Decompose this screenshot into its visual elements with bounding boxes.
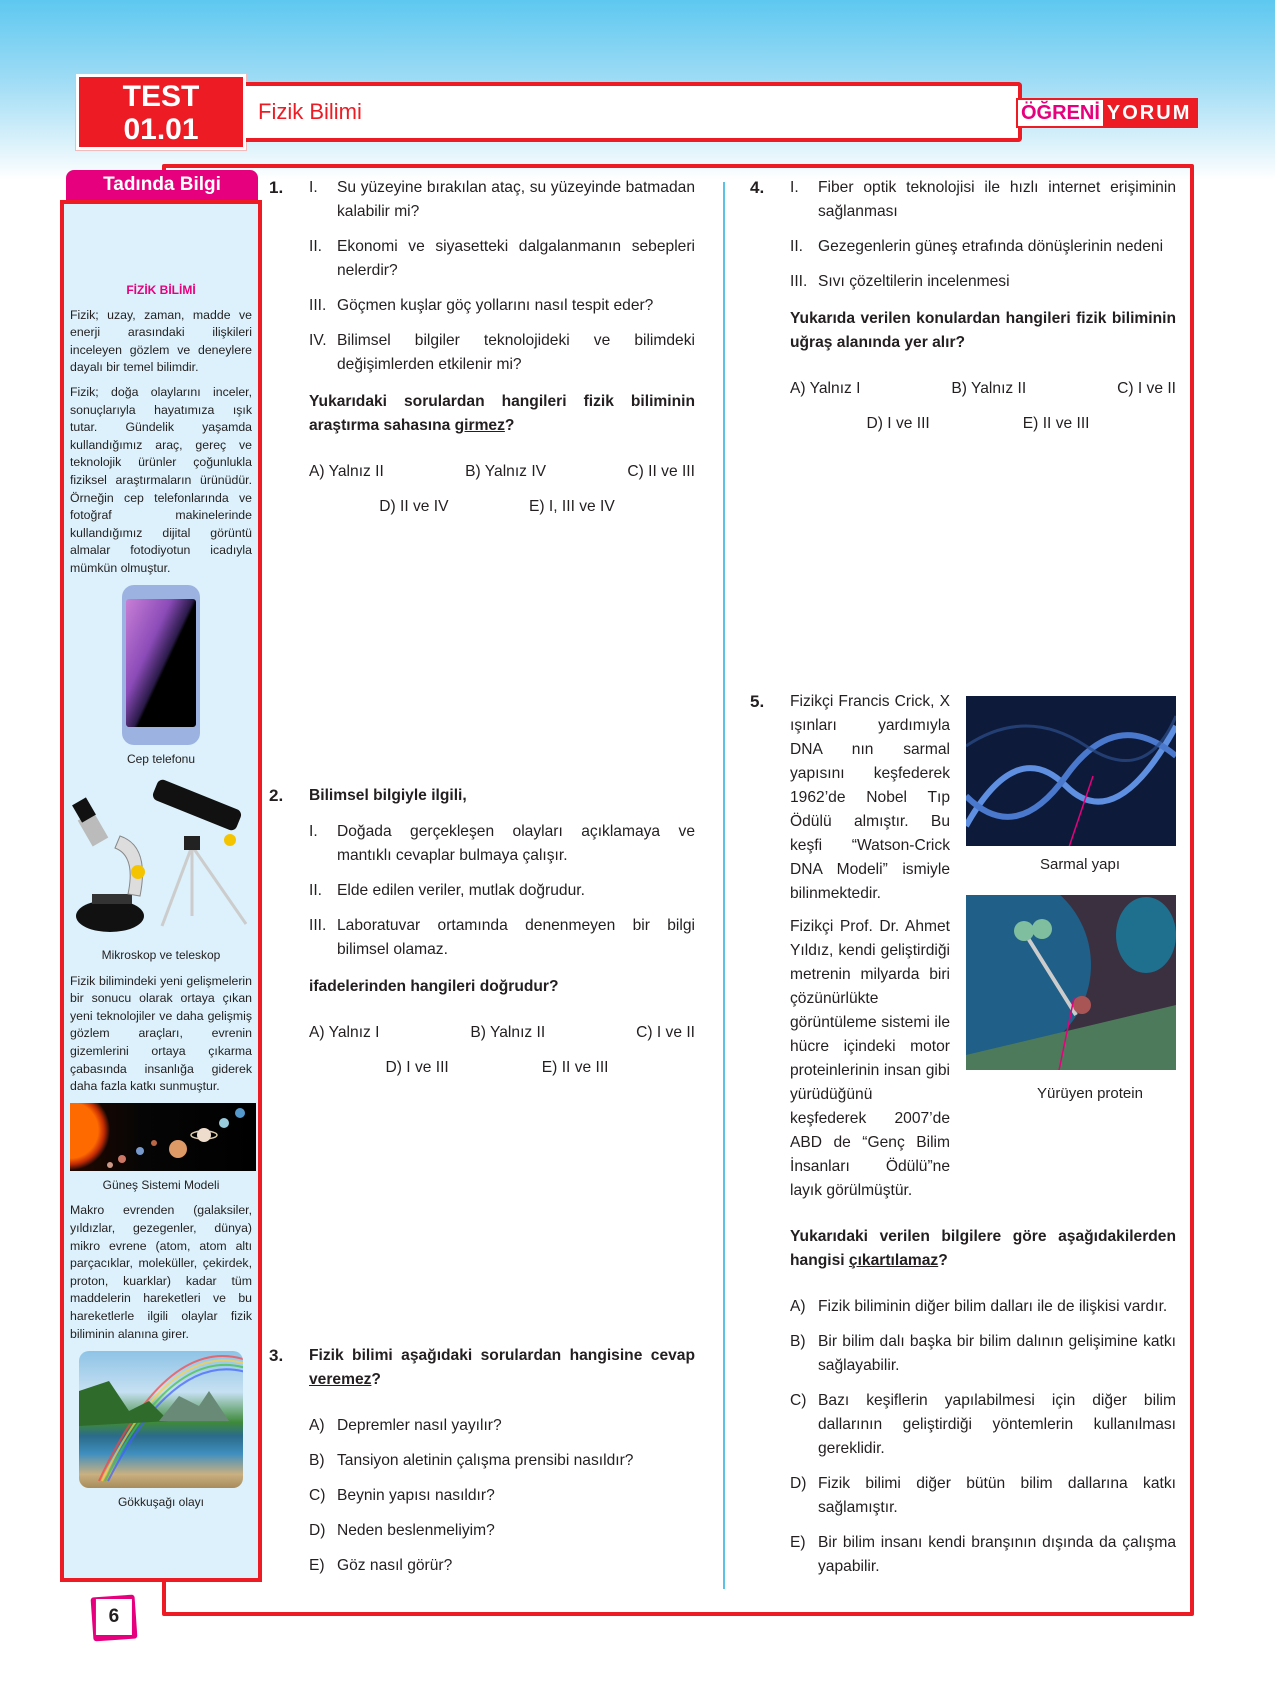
statement <box>309 235 695 283</box>
option-text: Bir bilim insanı kendi branşının dışında da çalışma yapabilir. <box>818 1534 1176 1575</box>
roman-numeral: I. <box>309 823 318 840</box>
option-e[interactable]: E) II ve III <box>541 1059 609 1076</box>
test-number: 01.01 <box>123 113 199 146</box>
question-stem: Yukarıda verilen konulardan hangileri fizik biliminin uğraş alanında yer alır? <box>790 310 1176 351</box>
roman-numeral: I. <box>309 179 318 196</box>
test-badge <box>76 74 246 150</box>
stem-end: ? <box>938 1252 948 1269</box>
statement-text: Doğada gerçekleşen olayları açıklamaya ve mantıklı cevaplar bulmaya çalışır. <box>337 823 695 864</box>
title-bar <box>246 82 1022 142</box>
walking-protein-image <box>966 895 1176 1070</box>
brand-logo <box>1016 98 1198 128</box>
stem-emphasis: çıkartılamaz <box>848 1252 939 1269</box>
option-c[interactable]: C) I ve II <box>636 1024 695 1041</box>
option-c[interactable]: C) II ve III <box>627 463 695 480</box>
sidebar-paragraph: Fizik; uzay, zaman, madde ve enerji arasındaki ilişkileri inceleyen gözlem ve deneylere dayalı bir temel bilimdir. <box>70 307 252 375</box>
option-b[interactable]: B) Yalnız II <box>470 1024 546 1041</box>
option-letter: C) <box>309 1487 326 1504</box>
statement <box>309 294 695 318</box>
sidebar-paragraph: Fizik bilimindeki yeni gelişmelerin bir sonucu olarak ortaya çıkan yeni teknolojiler ve daha gelişmiş gözlem araçları, evrenin gizemlerini ortaya çıkarma çabasında insanlığa giderek daha fazla katkı sunmuştur. <box>70 973 252 1094</box>
column-divider <box>723 182 725 1589</box>
page-number-badge <box>91 1595 138 1642</box>
options-row <box>790 377 1176 401</box>
statement <box>309 329 695 377</box>
option-text: Bazı keşiflerin yapılabilmesi için diğer bilim dallarının geliştirdiği yöntemlerin kullanılması gereklidir. <box>818 1392 1176 1457</box>
option-letter: A) <box>790 1298 806 1315</box>
option-text: Fizik biliminin diğer bilim dalları ile de ilişkisi vardır. <box>818 1298 1168 1315</box>
rainbow-caption: Gökkuşağı olayı <box>117 1495 205 1510</box>
stem-end: ? <box>371 1371 381 1388</box>
options-row <box>309 495 695 519</box>
option-text: Depremler nasıl yayılır? <box>337 1417 502 1434</box>
option-text: Neden beslenmeliyim? <box>337 1522 495 1539</box>
statement-text: Elde edilen veriler, mutlak doğrudur. <box>337 882 585 899</box>
question-number: 3. <box>269 1346 284 1365</box>
option-b[interactable]: B) Yalnız II <box>951 380 1027 397</box>
option-d[interactable]: D) II ve IV <box>379 498 449 515</box>
stem-text: Yukarıdaki sorulardan hangileri fizik biliminin araştırma sahasına <box>309 393 695 434</box>
option-e[interactable]: E) II ve III <box>1022 415 1090 432</box>
question-1 <box>269 176 695 519</box>
info-sidebar <box>60 200 262 1582</box>
option-letter: B) <box>790 1333 806 1350</box>
option-c[interactable] <box>309 1484 695 1508</box>
stem-end: ? <box>504 417 515 434</box>
option-e[interactable]: E) I, III ve IV <box>528 498 615 515</box>
options-row <box>309 1056 695 1080</box>
statement-text: Fiber optik teknolojisi ile hızlı internet erişiminin sağlanması <box>818 179 1176 220</box>
statement <box>309 176 695 224</box>
question-number: 4. <box>750 178 765 197</box>
stem-text: Fizik bilimi aşağıdaki sorulardan hangisine cevap <box>309 1347 695 1364</box>
statement-text: Ekonomi ve siyasetteki dalgalanmanın sebepleri nelerdir? <box>337 238 695 279</box>
option-letter: E) <box>309 1557 325 1574</box>
roman-numeral: I. <box>790 179 799 196</box>
statement <box>309 914 695 962</box>
scope-caption: Mikroskop ve teleskop <box>101 948 221 963</box>
brand-part2: YORUM <box>1106 102 1192 124</box>
option-letter: D) <box>790 1475 807 1492</box>
dna-image <box>966 696 1176 846</box>
statement-text: Bilimsel bilgiler teknolojideki ve bilimdeki değişimlerden etkilenir mi? <box>337 332 695 373</box>
statement-text: Sıvı çözeltilerin incelenmesi <box>818 273 1010 290</box>
option-letter: C) <box>790 1392 807 1409</box>
stem-emphasis: veremez <box>309 1371 372 1388</box>
dna-caption: Sarmal yapı <box>1039 856 1121 873</box>
option-e[interactable] <box>309 1554 695 1578</box>
stem-emphasis: girmez <box>454 417 505 434</box>
option-c[interactable]: C) I ve II <box>1117 380 1176 397</box>
question-3 <box>269 1344 695 1589</box>
solar-caption: Güneş Sistemi Modeli <box>102 1177 220 1192</box>
question-stem <box>790 1225 1176 1273</box>
roman-numeral: II. <box>309 238 322 255</box>
option-d[interactable]: D) I ve III <box>866 415 930 432</box>
option-d[interactable] <box>790 1472 1176 1520</box>
phone-screen <box>126 599 196 727</box>
microscope-icon <box>72 797 145 932</box>
question-number: 5. <box>750 692 765 711</box>
question-2 <box>269 784 695 1080</box>
statement-text: Laboratuvar ortamında denenmeyen bir bilgi bilimsel olamaz. <box>337 917 695 958</box>
microscope-telescope-image <box>70 776 260 941</box>
telescope-icon <box>151 778 246 926</box>
planets-icon <box>70 1103 256 1171</box>
option-text: Fizik bilimi diğer bütün bilim dallarına katkı sağlamıştır. <box>818 1475 1176 1516</box>
protein-caption: Yürüyen protein <box>1037 1085 1143 1102</box>
roman-numeral: IV. <box>309 332 327 349</box>
option-b[interactable] <box>309 1449 695 1473</box>
option-text: Beynin yapısı nasıldır? <box>337 1487 495 1504</box>
page-title: Fizik Bilimi <box>258 99 362 124</box>
statement <box>309 879 695 903</box>
option-e[interactable] <box>790 1531 1176 1579</box>
roman-numeral: III. <box>309 917 327 934</box>
option-text: Bir bilim dalı başka bir bilim dalının gelişimine katkı sağlayabilir. <box>818 1333 1176 1374</box>
option-letter: A) <box>309 1417 325 1434</box>
brand-part1: ÖĞRENİ <box>1018 100 1103 126</box>
statement <box>790 270 1176 294</box>
option-a[interactable]: A) Yalnız II <box>309 463 384 480</box>
statement <box>309 820 695 868</box>
phone-image <box>122 585 200 745</box>
sidebar-tab: Tadında Bilgi <box>66 170 258 200</box>
roman-numeral: II. <box>309 882 322 899</box>
option-letter: D) <box>309 1522 326 1539</box>
question-stem: ifadelerinden hangileri doğrudur? <box>309 978 559 995</box>
statement <box>790 176 1176 224</box>
statement <box>790 235 1176 259</box>
roman-numeral: III. <box>790 273 808 290</box>
option-b[interactable] <box>790 1330 1176 1378</box>
sidebar-paragraph: Fizik; doğa olaylarını inceler, sonuçlarıyla hayatımıza ışık tutar. Gündelik yaşamda kullandığımız araç, gereç ve teknolojik ürünler çoğunlukla fiziksel araştırmaların ürünüdür. Örneğin cep telefonlarında ve fotoğraf makinelerinde kullandığımız dijital görüntü almalar fotodiyotun icadıyla mümkün olmuştur. <box>70 384 252 575</box>
option-a[interactable]: A) Yalnız I <box>309 1024 380 1041</box>
option-letter: B) <box>309 1452 325 1469</box>
option-letter: E) <box>790 1534 806 1551</box>
stem-text: Yukarıdaki verilen bilgilere göre aşağıdakilerden hangisi <box>790 1228 1176 1269</box>
question-stem <box>309 1344 695 1392</box>
question-number: 1. <box>269 178 284 197</box>
sidebar-paragraph: Makro evrenden (galaksiler, yıldızlar, gezegenler, dünya) mikro evrene (atom, atom altı parçacıklar, moleküller, çekirdek, proton, kuarklar) kadar tüm maddelerin hareketleri ve bu hareketlerle ilgili olaylar fizik biliminin alanına girer. <box>70 1203 252 1341</box>
question-number: 2. <box>269 786 284 805</box>
test-label: TEST <box>122 80 200 113</box>
crick-paragraph: Fizikçi Francis Crick, X ışınları yardımıyla DNA nın sarmal yapısını keşfederek 1962’de Nobel Tıp Ödülü almıştır. Bu keşfi “Watson-Crick DNA Modeli” ismiyle bilinmektedir. <box>790 693 950 902</box>
solar-system-image <box>70 1103 256 1171</box>
option-a[interactable]: A) Yalnız I <box>790 380 861 397</box>
options-row <box>309 1021 695 1045</box>
statement-text: Su yüzeyine bırakılan ataç, su yüzeyinde batmadan kalabilir mi? <box>337 179 695 220</box>
option-c[interactable] <box>790 1389 1176 1461</box>
option-a[interactable] <box>790 1295 1176 1319</box>
page-number: 6 <box>96 1599 132 1635</box>
option-d[interactable] <box>309 1519 695 1543</box>
question-stem <box>309 390 695 438</box>
options-row <box>790 412 1176 436</box>
option-a[interactable] <box>309 1414 695 1438</box>
statement-text: Göçmen kuşlar göç yollarını nasıl tespit eder? <box>337 297 654 314</box>
question-4 <box>750 176 1176 436</box>
question-lead: Bilimsel bilgiyle ilgili, <box>309 787 467 804</box>
option-text: Göz nasıl görür? <box>337 1557 453 1574</box>
option-text: Tansiyon aletinin çalışma prensibi nasıldır? <box>337 1452 634 1469</box>
phone-caption: Cep telefonu <box>126 751 196 766</box>
roman-numeral: II. <box>790 238 803 255</box>
option-b[interactable]: B) Yalnız IV <box>465 463 547 480</box>
roman-numeral: III. <box>309 297 327 314</box>
sidebar-heading: FİZİK BİLİMİ <box>126 283 196 297</box>
yildiz-text: Fizikçi Prof. Dr. Ahmet Yıldız, kendi geliştirdiği metrenin milyarda biri çözünürlükte görüntüleme sistemi ile hücre içindeki motor proteinlerinin insan gibi yürüdüğünü keşfederek 2007’de ABD de “Genç Bilim İnsanları Ödülü”ne layık görülmüştür. <box>790 918 950 1199</box>
option-d[interactable]: D) I ve III <box>385 1059 449 1076</box>
options-row <box>309 460 695 484</box>
rainbow-image <box>79 1351 243 1488</box>
rainbow-icon <box>79 1351 243 1488</box>
statement-text: Gezegenlerin güneş etrafında dönüşlerinin nedeni <box>818 238 1164 255</box>
